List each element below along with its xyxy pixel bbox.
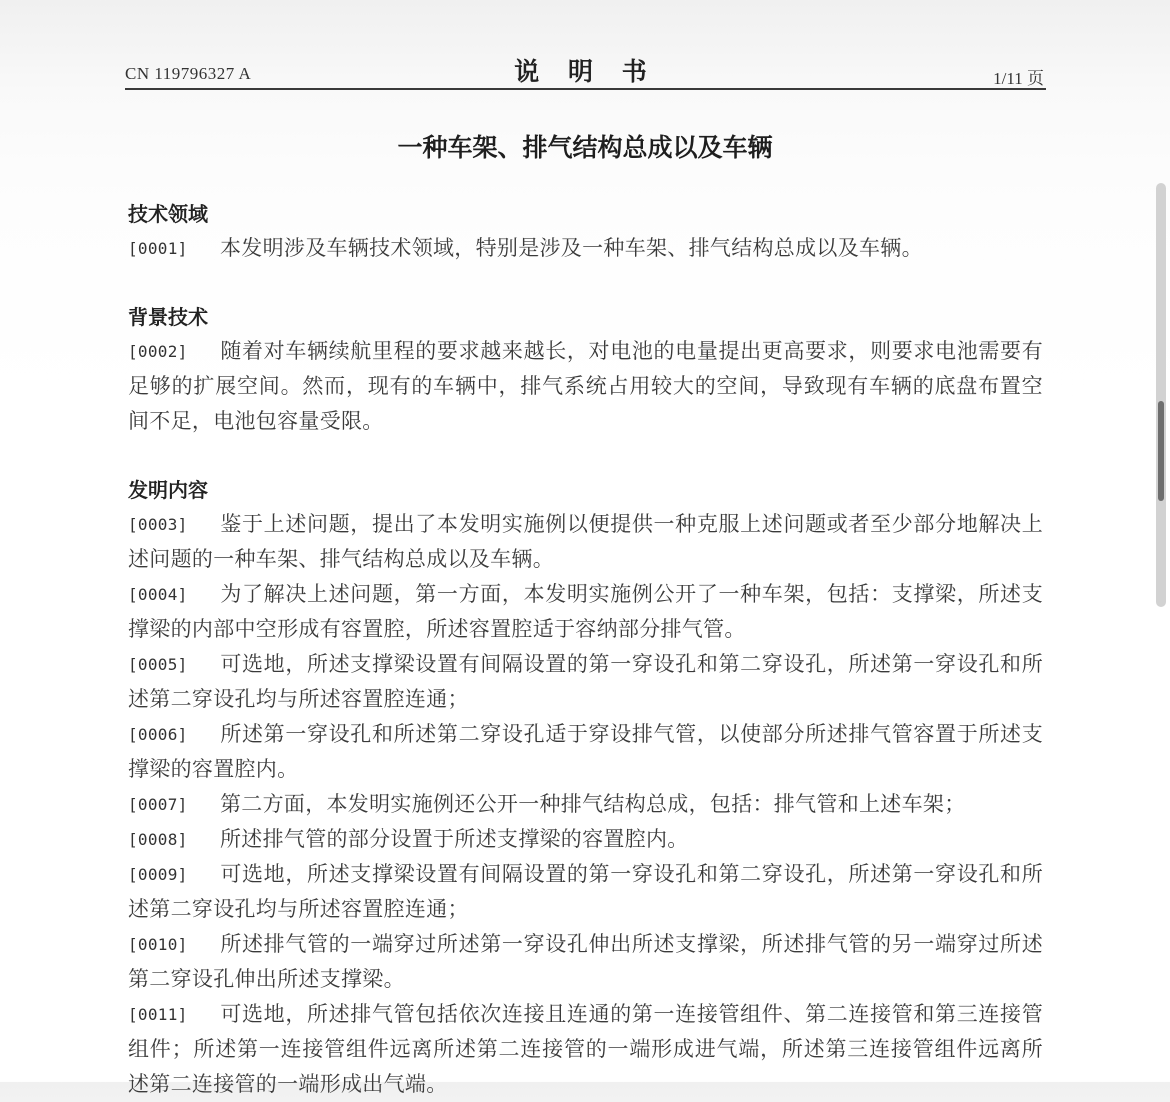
paragraph [128, 997, 1043, 1102]
section-heading: 背景技术 [128, 305, 208, 329]
section-technical-field [128, 197, 1043, 266]
page-header [125, 52, 1046, 90]
paragraph-text: 可选地，所述支撑梁设置有间隔设置的第一穿设孔和第二穿设孔，所述第一穿设孔和所述第二穿设孔均与所述容置腔连通； [128, 862, 1043, 921]
publication-number: CN 119796327 A [125, 64, 252, 83]
paragraph-number: [0011] [128, 1005, 188, 1024]
paragraph [128, 717, 1043, 787]
paragraph-number: [0003] [128, 515, 188, 534]
paragraph [128, 231, 1043, 266]
paragraph-number: [0002] [128, 342, 188, 361]
vertical-scrollbar[interactable] [1156, 183, 1166, 607]
paragraph-text: 第二方面，本发明实施例还公开一种排气结构总成，包括：排气管和上述车架； [220, 792, 966, 816]
paragraph [128, 927, 1043, 997]
section-background [128, 300, 1043, 439]
section-heading: 发明内容 [128, 478, 208, 502]
paragraph-number: [0008] [128, 830, 188, 849]
paragraph-text: 为了解决上述问题，第一方面，本发明实施例公开了一种车架，包括：支撑梁，所述支撑梁的内部中空形成有容置腔，所述容置腔适于容纳部分排气管。 [128, 582, 1043, 641]
paragraph-text: 可选地，所述支撑梁设置有间隔设置的第一穿设孔和第二穿设孔，所述第一穿设孔和所述第二穿设孔均与所述容置腔连通； [128, 652, 1043, 711]
document-title: 一种车架、排气结构总成以及车辆 [397, 133, 773, 162]
paragraph [128, 857, 1043, 927]
paragraph [128, 647, 1043, 717]
paragraph-number: [0001] [128, 239, 188, 258]
paragraph [128, 787, 1043, 822]
paragraph-number: [0006] [128, 725, 188, 744]
paragraph-text: 随着对车辆续航里程的要求越来越长，对电池的电量提出更高要求，则要求电池需要有足够的扩展空间。然而，现有的车辆中，排气系统占用较大的空间，导致现有车辆的底盘布置空间不足，电池包容量受限。 [128, 339, 1043, 433]
paragraph-text: 可选地，所述排气管包括依次连接且连通的第一连接管组件、第二连接管和第三连接管组件；所述第一连接管组件远离所述第二连接管的一端形成进气端，所述第三连接管组件远离所述第二连接管的一端形成出气端。 [128, 1002, 1043, 1096]
paragraph-text: 鉴于上述问题，提出了本发明实施例以便提供一种克服上述问题或者至少部分地解决上述问题的一种车架、排气结构总成以及车辆。 [128, 512, 1043, 571]
paragraph-text: 本发明涉及车辆技术领域，特别是涉及一种车架、排气结构总成以及车辆。 [220, 236, 923, 260]
paragraph-number: [0007] [128, 795, 188, 814]
paragraph [128, 577, 1043, 647]
paragraph-text: 所述第一穿设孔和所述第二穿设孔适于穿设排气管，以使部分所述排气管容置于所述支撑梁的容置腔内。 [128, 722, 1043, 781]
paragraph-number: [0010] [128, 935, 188, 954]
section-heading: 技术领域 [128, 202, 208, 226]
header-divider [125, 88, 1046, 90]
paragraph-number: [0005] [128, 655, 188, 674]
paragraph-number: [0009] [128, 865, 188, 884]
document-body [128, 197, 1043, 1102]
document-type: 说 明 书 [514, 57, 657, 86]
section-summary [128, 473, 1043, 1102]
scrollbar-thumb[interactable] [1158, 401, 1164, 501]
page-indicator: 1/11 页 [993, 69, 1044, 88]
paragraph-text: 所述排气管的部分设置于所述支撑梁的容置腔内。 [220, 827, 689, 851]
paragraph-number: [0004] [128, 585, 188, 604]
paragraph [128, 507, 1043, 577]
paragraph [128, 822, 1043, 857]
paragraph [128, 334, 1043, 439]
paragraph-text: 所述排气管的一端穿过所述第一穿设孔伸出所述支撑梁，所述排气管的另一端穿过所述第二穿设孔伸出所述支撑梁。 [128, 932, 1043, 991]
